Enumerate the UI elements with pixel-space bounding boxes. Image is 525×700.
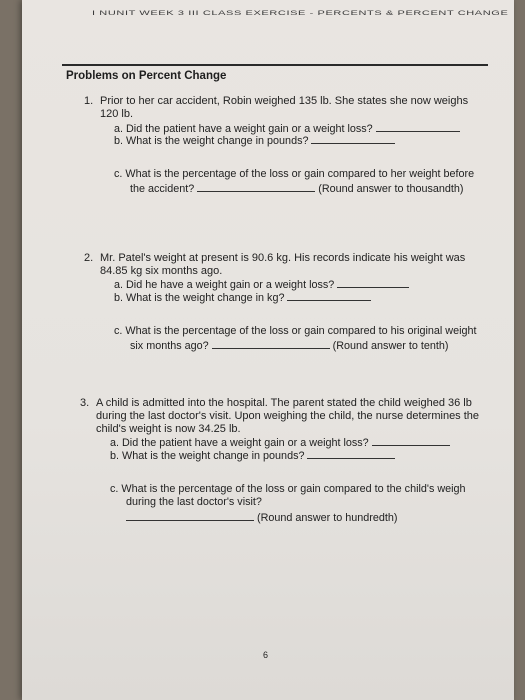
question-c: c. What is the percentage of the loss or gain compared to her weight before — [114, 168, 475, 180]
problem-number: 3. — [80, 397, 90, 409]
answer-blank[interactable] — [372, 435, 450, 446]
question-c-cont — [130, 338, 448, 353]
problem-number: 1. — [84, 95, 94, 107]
question-c-answer — [126, 510, 397, 525]
question-a-text: a. Did the patient have a weight gain or a weight loss? — [110, 437, 369, 449]
page-title: Problems on Percent Change — [66, 70, 227, 82]
question-a-text: a. Did the patient have a weight gain or a weight loss? — [114, 123, 373, 135]
problem-text: 120 lb. — [100, 108, 134, 120]
question-b — [114, 290, 371, 305]
problem-number: 2. — [84, 252, 94, 264]
answer-blank[interactable] — [376, 121, 460, 132]
answer-blank[interactable] — [311, 133, 395, 144]
question-c-cont: during the last doctor's visit? — [126, 496, 262, 508]
question-c-text: six months ago? — [130, 340, 209, 352]
question-b-text: b. What is the weight change in pounds? — [110, 450, 305, 462]
question-c-cont — [130, 181, 463, 196]
problem-text: child's weight is now 34.25 lb. — [96, 423, 241, 435]
answer-blank[interactable] — [287, 290, 371, 301]
answer-blank[interactable] — [197, 181, 315, 192]
round-instruction: (Round answer to hundredth) — [257, 512, 398, 524]
answer-blank[interactable] — [126, 510, 254, 521]
problem-text: Prior to her car accident, Robin weighed 135 lb. She states she now weighs — [100, 95, 469, 107]
answer-blank[interactable] — [337, 277, 409, 288]
answer-blank[interactable] — [307, 448, 395, 459]
question-c: c. What is the percentage of the loss or gain compared to his original weight — [114, 325, 477, 337]
round-instruction: (Round answer to tenth) — [332, 340, 449, 352]
question-b — [110, 448, 395, 463]
question-a-text: a. Did he have a weight gain or a weight loss? — [114, 279, 335, 291]
question-c-text: the accident? — [130, 183, 195, 195]
problem-text: A child is admitted into the hospital. The parent stated the child weighed 36 lb — [96, 397, 472, 409]
question-b-text: b. What is the weight change in pounds? — [114, 135, 309, 147]
round-instruction: (Round answer to thousandth) — [318, 183, 464, 195]
problem-text: during the last doctor's visit. Upon weighing the child, the nurse determines the — [96, 410, 480, 422]
header-rule — [62, 64, 488, 66]
page-number: 6 — [263, 650, 269, 660]
question-b — [114, 133, 395, 148]
question-b-text: b. What is the weight change in kg? — [114, 292, 285, 304]
problem-text: Mr. Patel's weight at present is 90.6 kg. His records indicate his weight was — [100, 252, 466, 264]
problem-text: 84.85 kg six months ago. — [100, 265, 223, 277]
answer-blank[interactable] — [212, 338, 330, 349]
question-c: c. What is the percentage of the loss or gain compared to the child's weigh — [110, 483, 466, 495]
page-header: I NUNIT WEEK 3 III CLASS EXERCISE - PERCENTS & PERCENT CHANGE — [92, 10, 509, 17]
